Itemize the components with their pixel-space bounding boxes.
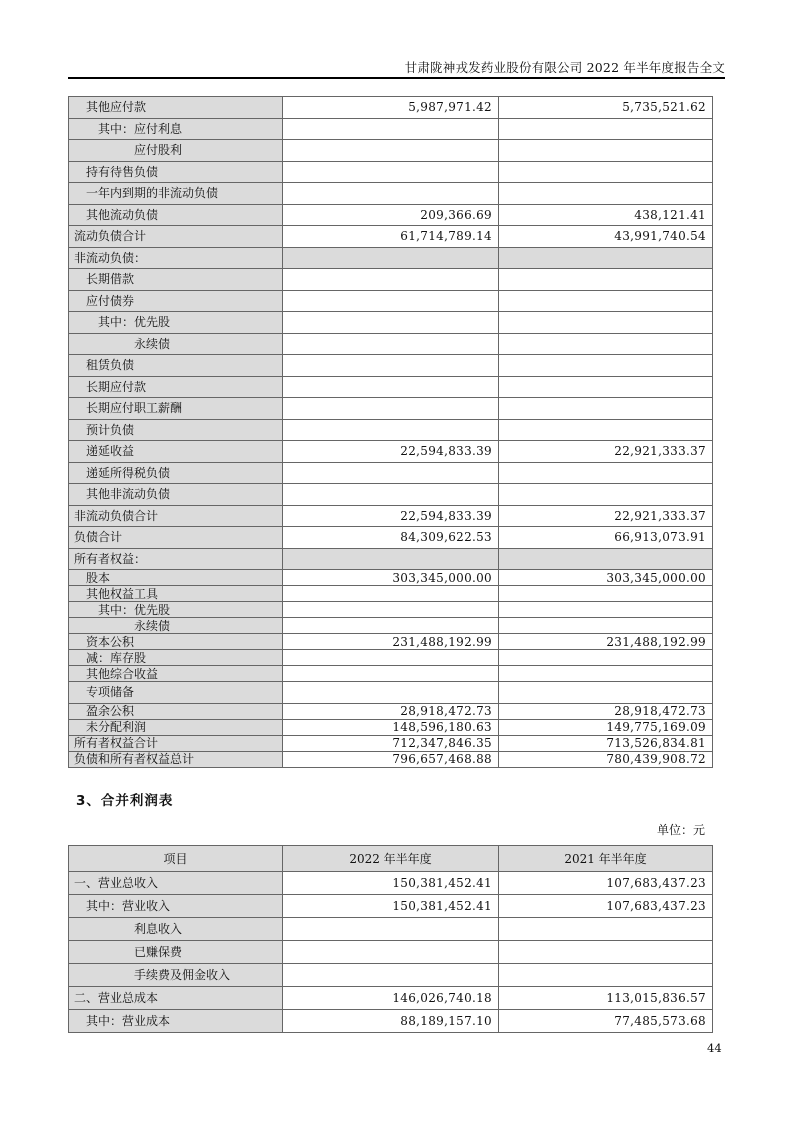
- row-label-cell: 其他应付款: [69, 97, 283, 119]
- row-label-cell: 负债和所有者权益总计: [69, 751, 283, 767]
- table-row: [69, 570, 713, 586]
- row-label-cell: 其他流动负债: [69, 204, 283, 226]
- header-divider: [68, 77, 725, 79]
- row-label-cell: 其中：应付利息: [69, 118, 283, 140]
- table-row: [69, 312, 713, 334]
- value-2021-cell: [499, 247, 713, 269]
- table-row: [69, 290, 713, 312]
- income-statement-table: [68, 845, 713, 1033]
- table-row: [69, 602, 713, 618]
- page-number: 44: [707, 1041, 722, 1055]
- row-label-cell: 已赚保费: [69, 941, 283, 964]
- row-label-cell: 递延收益: [69, 441, 283, 463]
- row-label-cell: 永续债: [69, 333, 283, 355]
- row-label-cell: 负债合计: [69, 527, 283, 549]
- row-label-cell: 其他综合收益: [69, 666, 283, 682]
- value-2022-cell: 88,189,157.10: [283, 1010, 499, 1033]
- table-row: [69, 964, 713, 987]
- value-2022-cell: 796,657,468.88: [283, 751, 499, 767]
- row-label-cell: 手续费及佣金收入: [69, 964, 283, 987]
- value-2022-cell: [283, 650, 499, 666]
- row-label-cell: 预计负债: [69, 419, 283, 441]
- table-row: [69, 527, 713, 549]
- value-2021-cell: 303,345,000.00: [499, 570, 713, 586]
- table-row: [69, 333, 713, 355]
- row-label-cell: 其中：营业收入: [69, 895, 283, 918]
- table-row: [69, 269, 713, 291]
- table-row: [69, 398, 713, 420]
- value-2022-cell: [283, 918, 499, 941]
- row-label-cell: 未分配利润: [69, 719, 283, 735]
- value-2021-cell: [499, 964, 713, 987]
- value-2022-cell: 84,309,622.53: [283, 527, 499, 549]
- table-row: [69, 462, 713, 484]
- value-2022-cell: [283, 618, 499, 634]
- value-2021-cell: [499, 161, 713, 183]
- row-label-cell: 资本公积: [69, 634, 283, 650]
- value-2022-cell: [283, 548, 499, 570]
- table-row: [69, 751, 713, 767]
- value-2021-cell: [499, 586, 713, 602]
- row-label-cell: 一年内到期的非流动负债: [69, 183, 283, 205]
- row-label-cell: 二、营业总成本: [69, 987, 283, 1010]
- value-2021-cell: 113,015,836.57: [499, 987, 713, 1010]
- value-2021-cell: 231,488,192.99: [499, 634, 713, 650]
- table-row: [69, 226, 713, 248]
- table-row: [69, 161, 713, 183]
- row-label-cell: 一、营业总收入: [69, 872, 283, 895]
- value-2022-cell: [283, 140, 499, 162]
- row-label-cell: 其中：营业成本: [69, 1010, 283, 1033]
- value-2021-cell: 107,683,437.23: [499, 895, 713, 918]
- row-label-cell: 长期应付款: [69, 376, 283, 398]
- value-2022-cell: [283, 484, 499, 506]
- value-2021-cell: [499, 269, 713, 291]
- value-2022-cell: [283, 161, 499, 183]
- table-row: [69, 634, 713, 650]
- row-label-cell: 其中：优先股: [69, 602, 283, 618]
- table-row: [69, 987, 713, 1010]
- value-2021-cell: [499, 484, 713, 506]
- value-2022-cell: [283, 118, 499, 140]
- value-2022-cell: [283, 247, 499, 269]
- table-row: [69, 895, 713, 918]
- value-2022-cell: [283, 398, 499, 420]
- column-header: 2021 年半年度: [499, 846, 713, 872]
- value-2021-cell: [499, 398, 713, 420]
- column-header: 2022 年半年度: [283, 846, 499, 872]
- row-label-cell: 应付债券: [69, 290, 283, 312]
- value-2022-cell: 712,347,846.35: [283, 735, 499, 751]
- value-2021-cell: [499, 548, 713, 570]
- row-label-cell: 应付股利: [69, 140, 283, 162]
- row-label-cell: 永续债: [69, 618, 283, 634]
- value-2021-cell: [499, 918, 713, 941]
- value-2022-cell: [283, 376, 499, 398]
- row-label-cell: 其他权益工具: [69, 586, 283, 602]
- row-label-cell: 减：库存股: [69, 650, 283, 666]
- value-2021-cell: 780,439,908.72: [499, 751, 713, 767]
- value-2022-cell: [283, 183, 499, 205]
- value-2022-cell: [283, 419, 499, 441]
- value-2021-cell: [499, 941, 713, 964]
- value-2022-cell: [283, 333, 499, 355]
- table-row: [69, 650, 713, 666]
- value-2022-cell: 22,594,833.39: [283, 505, 499, 527]
- value-2021-cell: 28,918,472.73: [499, 703, 713, 719]
- value-2022-cell: [283, 666, 499, 682]
- value-2021-cell: [499, 618, 713, 634]
- row-label-cell: 其中：优先股: [69, 312, 283, 334]
- value-2022-cell: [283, 290, 499, 312]
- table-row: [69, 247, 713, 269]
- row-label-cell: 租赁负债: [69, 355, 283, 377]
- value-2021-cell: 77,485,573.68: [499, 1010, 713, 1033]
- table-row: [69, 1010, 713, 1033]
- value-2021-cell: 5,735,521.62: [499, 97, 713, 119]
- table-row: [69, 183, 713, 205]
- table-row: [69, 682, 713, 704]
- row-label-cell: 所有者权益：: [69, 548, 283, 570]
- table-row: [69, 548, 713, 570]
- value-2022-cell: 209,366.69: [283, 204, 499, 226]
- value-2022-cell: [283, 586, 499, 602]
- value-2022-cell: 28,918,472.73: [283, 703, 499, 719]
- value-2021-cell: 149,775,169.09: [499, 719, 713, 735]
- row-label-cell: 流动负债合计: [69, 226, 283, 248]
- value-2022-cell: [283, 941, 499, 964]
- value-2022-cell: [283, 602, 499, 618]
- value-2021-cell: [499, 290, 713, 312]
- value-2021-cell: 43,991,740.54: [499, 226, 713, 248]
- value-2022-cell: 150,381,452.41: [283, 872, 499, 895]
- value-2022-cell: 5,987,971.42: [283, 97, 499, 119]
- page-header: [68, 58, 725, 76]
- table-row: [69, 941, 713, 964]
- table-row: [69, 355, 713, 377]
- value-2021-cell: [499, 650, 713, 666]
- value-2022-cell: 148,596,180.63: [283, 719, 499, 735]
- value-2021-cell: [499, 140, 713, 162]
- value-2022-cell: [283, 682, 499, 704]
- value-2022-cell: 61,714,789.14: [283, 226, 499, 248]
- table-row: [69, 618, 713, 634]
- table-row: [69, 118, 713, 140]
- value-2021-cell: 438,121.41: [499, 204, 713, 226]
- table-row: [69, 484, 713, 506]
- table-row: [69, 872, 713, 895]
- value-2021-cell: [499, 682, 713, 704]
- value-2021-cell: [499, 355, 713, 377]
- value-2021-cell: [499, 666, 713, 682]
- value-2021-cell: [499, 183, 713, 205]
- section-heading: 3、合并利润表: [76, 793, 174, 809]
- value-2021-cell: 66,913,073.91: [499, 527, 713, 549]
- value-2022-cell: [283, 312, 499, 334]
- table-row: [69, 441, 713, 463]
- row-label-cell: 持有待售负债: [69, 161, 283, 183]
- value-2021-cell: [499, 602, 713, 618]
- value-2021-cell: 22,921,333.37: [499, 441, 713, 463]
- value-2021-cell: [499, 312, 713, 334]
- value-2021-cell: 107,683,437.23: [499, 872, 713, 895]
- column-header: 项目: [69, 846, 283, 872]
- table-row: [69, 666, 713, 682]
- value-2022-cell: [283, 355, 499, 377]
- value-2022-cell: 303,345,000.00: [283, 570, 499, 586]
- table-row: [69, 376, 713, 398]
- row-label-cell: 递延所得税负债: [69, 462, 283, 484]
- value-2021-cell: [499, 118, 713, 140]
- table-header-row: [69, 846, 713, 872]
- value-2021-cell: [499, 419, 713, 441]
- value-2022-cell: 22,594,833.39: [283, 441, 499, 463]
- value-2021-cell: 22,921,333.37: [499, 505, 713, 527]
- row-label-cell: 所有者权益合计: [69, 735, 283, 751]
- value-2021-cell: 713,526,834.81: [499, 735, 713, 751]
- row-label-cell: 非流动负债合计: [69, 505, 283, 527]
- table-row: [69, 140, 713, 162]
- table-row: [69, 735, 713, 751]
- header-title: 甘肃陇神戎发药业股份有限公司 2022 年半年度报告全文: [404, 60, 725, 75]
- value-2021-cell: [499, 333, 713, 355]
- value-2022-cell: [283, 269, 499, 291]
- table-row: [69, 204, 713, 226]
- balance-sheet-table: [68, 96, 713, 768]
- table-row: [69, 703, 713, 719]
- value-2022-cell: [283, 462, 499, 484]
- row-label-cell: 长期应付职工薪酬: [69, 398, 283, 420]
- table-row: [69, 719, 713, 735]
- table-row: [69, 505, 713, 527]
- table-row: [69, 419, 713, 441]
- row-label-cell: 非流动负债：: [69, 247, 283, 269]
- row-label-cell: 长期借款: [69, 269, 283, 291]
- row-label-cell: 盈余公积: [69, 703, 283, 719]
- row-label-cell: 利息收入: [69, 918, 283, 941]
- row-label-cell: 专项储备: [69, 682, 283, 704]
- table-row: [69, 586, 713, 602]
- row-label-cell: 股本: [69, 570, 283, 586]
- row-label-cell: 其他非流动负债: [69, 484, 283, 506]
- table-row: [69, 918, 713, 941]
- value-2022-cell: 150,381,452.41: [283, 895, 499, 918]
- table-row: [69, 97, 713, 119]
- value-2021-cell: [499, 376, 713, 398]
- value-2022-cell: [283, 964, 499, 987]
- unit-label: 单位：元: [656, 823, 705, 837]
- value-2022-cell: 146,026,740.18: [283, 987, 499, 1010]
- value-2022-cell: 231,488,192.99: [283, 634, 499, 650]
- value-2021-cell: [499, 462, 713, 484]
